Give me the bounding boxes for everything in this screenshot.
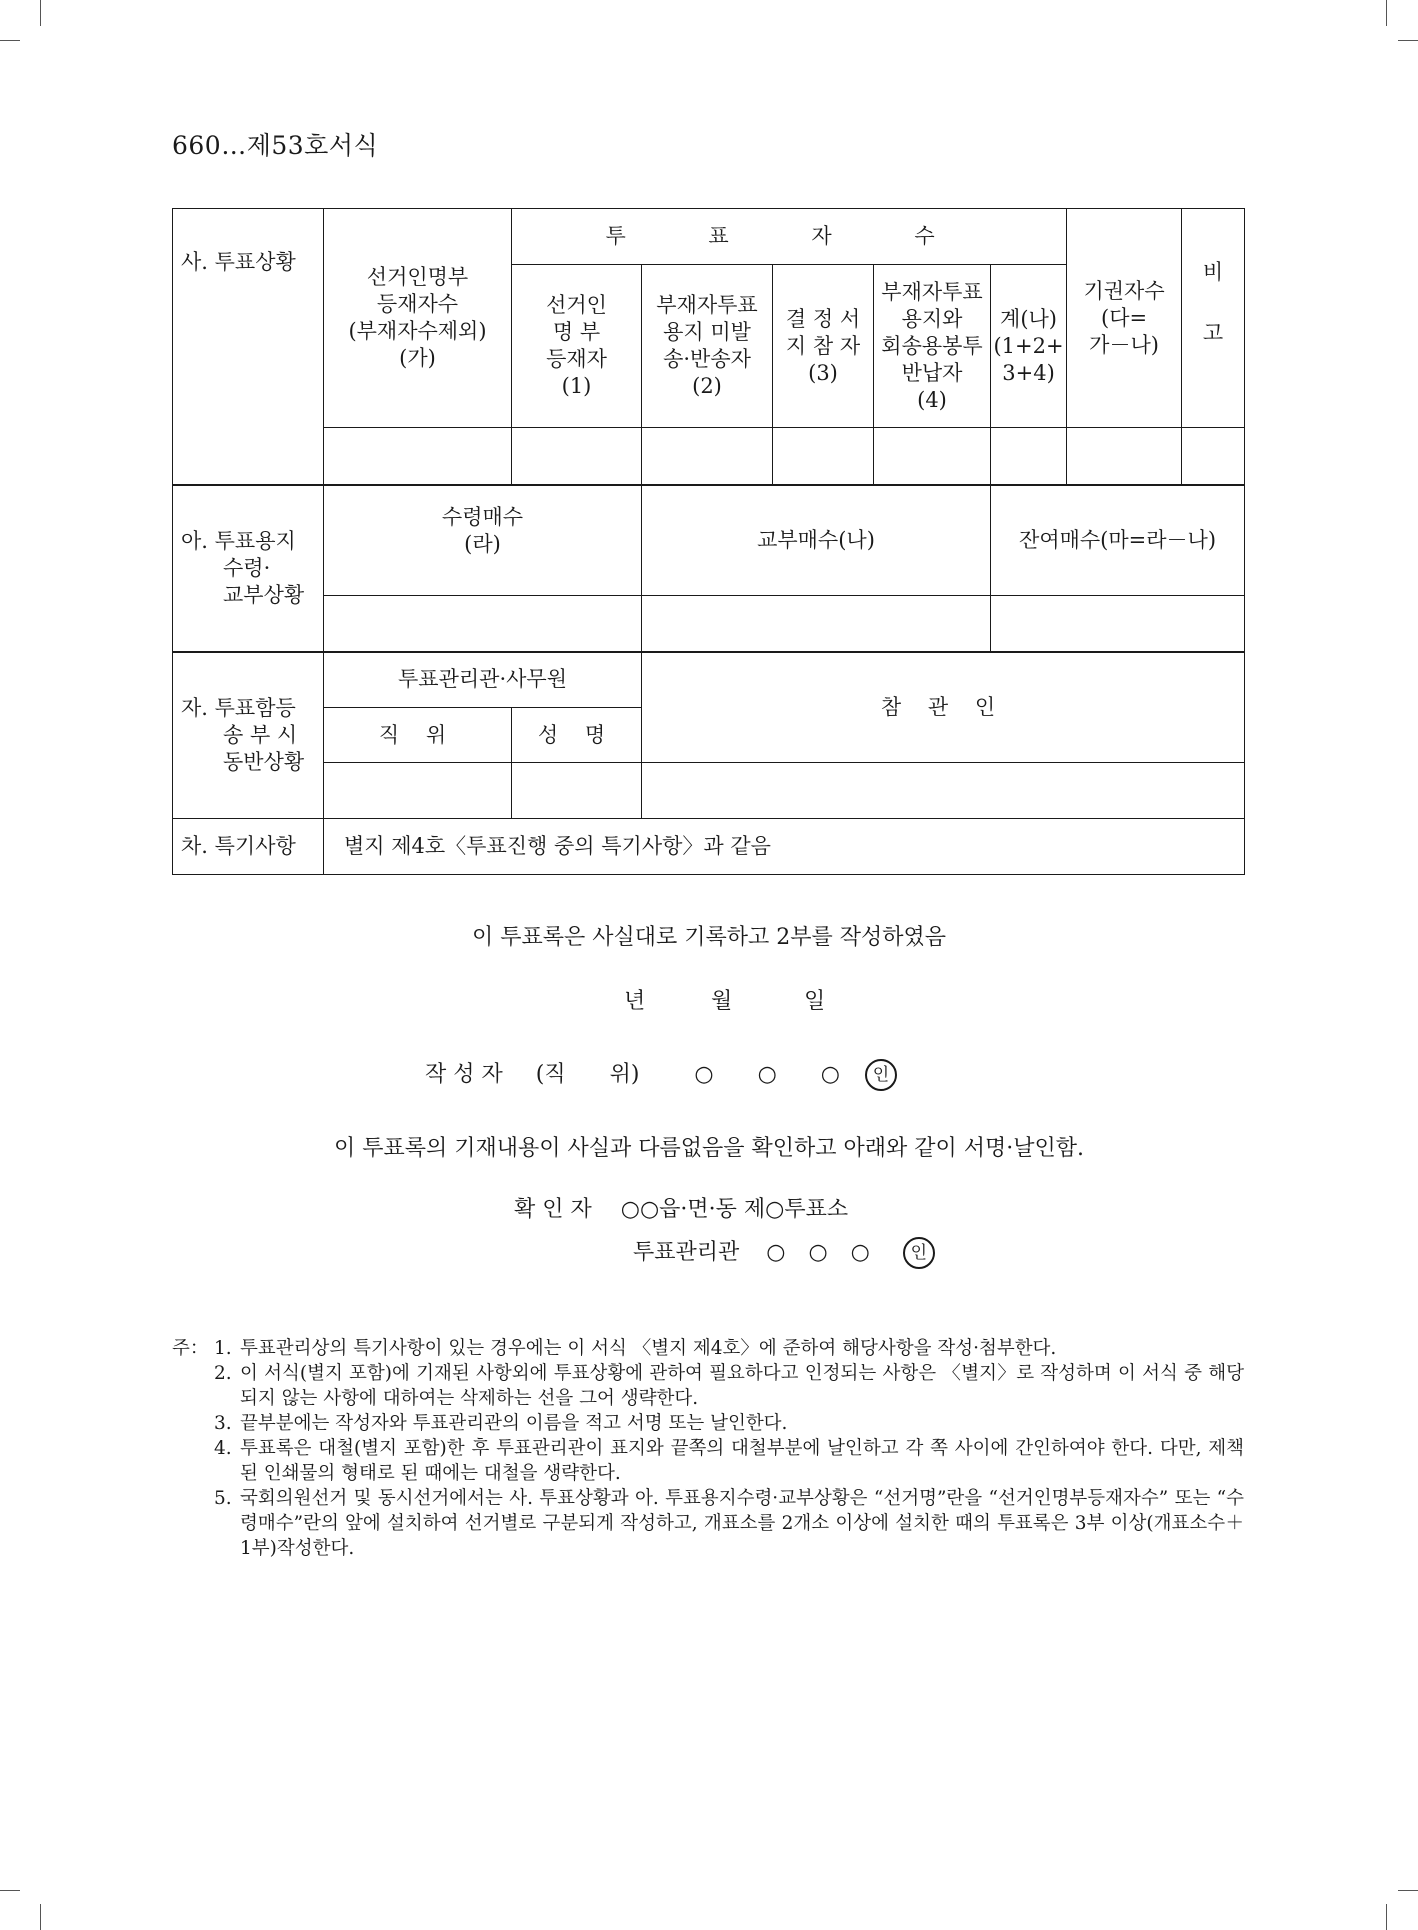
note-item: 주： 1. 투표관리상의 특기사항이 있는 경우에는 이 서식 〈별지 제4호〉에 준하여 해당사항을 작성·첨부한다. — [172, 1338, 1057, 1359]
page-header: 660…제53호서식 — [172, 131, 379, 160]
date-year: 년 — [624, 989, 646, 1014]
entry-cell[interactable] — [324, 763, 512, 819]
author-position: (직 위) — [535, 1062, 640, 1087]
voting-record-table — [172, 208, 1245, 875]
crop-mark — [1386, 0, 1387, 26]
author-line — [0, 1057, 1370, 1091]
crop-mark — [40, 1904, 41, 1930]
entry-cell[interactable] — [324, 596, 642, 652]
abstain-header: 기권자수 (다= 가－나) — [1067, 209, 1182, 428]
col-absentee-unsent: 부재자투표 용지 미발 송·반송자 (2) — [642, 265, 773, 428]
section-ballot-box-escort: 자. 투표함등 송 부 시 동반상황 — [173, 652, 324, 819]
note-item: 4. 투표록은 대철(별지 포함)한 후 투표관리관이 표지와 끝쪽의 대철부분에 날인하고 각 쪽 사이에 간인하여야 한다. 다만, 제책된 인쇄물의 형태로 된 때에는 대철을 생략한다. — [214, 1438, 1244, 1484]
col-decision-holders: 결 정 서 지 참 자 (3) — [773, 265, 874, 428]
entry-cell[interactable] — [991, 428, 1067, 485]
date-line — [0, 984, 1418, 1015]
position-header: 직 위 — [324, 708, 512, 763]
section-ballot-receipt: 아. 투표용지 수령· 교부상황 — [173, 485, 324, 652]
entry-cell[interactable] — [1182, 428, 1245, 485]
statement-confirm: 이 투표록의 기재내용이 사실과 다름없음을 확인하고 아래와 같이 서명·날인함. — [334, 1136, 1084, 1161]
section-voting-status: 사. 투표상황 — [173, 209, 324, 485]
remark-header: 비 고 — [1182, 209, 1245, 428]
crop-mark — [0, 1890, 20, 1891]
observer-header: 참 관 인 — [642, 652, 1245, 763]
crop-mark — [1398, 40, 1418, 41]
crop-mark — [1398, 1890, 1418, 1891]
entry-cell[interactable] — [512, 763, 642, 819]
entry-cell[interactable] — [642, 596, 991, 652]
crop-mark — [1386, 1904, 1387, 1930]
col-registered-voters: 선거인 명 부 등재자 (1) — [512, 265, 642, 428]
author-label: 작 성 자 — [424, 1062, 503, 1087]
notes-lead: 주： — [172, 1338, 209, 1359]
voters-count-header: 투 표 자 수 — [512, 209, 1067, 265]
seal-icon: 인 — [865, 1059, 897, 1091]
issued-count-header: 교부매수(나) — [642, 485, 991, 596]
author-marks: ○ ○ ○ — [694, 1062, 840, 1087]
manager-line — [633, 1235, 935, 1269]
manager-marks: ○ ○ ○ — [766, 1240, 878, 1265]
staff-header: 투표관리관·사무원 — [324, 652, 642, 708]
entry-cell[interactable] — [874, 428, 991, 485]
confirm-station: ○○읍·면·동 제○투표소 — [620, 1197, 849, 1222]
date-month: 월 — [711, 989, 733, 1014]
entry-cell[interactable] — [773, 428, 874, 485]
entry-cell[interactable] — [1067, 428, 1182, 485]
note-item: 5. 국회의원선거 및 동시선거에서는 사. 투표상황과 아. 투표용지수령·교부상황은 “선거명”란을 “선거인명부등재자수” 또는 “수령매수”란의 앞에 설치하여 선거별로 구분되게 작성하고, 개표소를 2개소 이상에 설치한 때의 투표록은 3부 이상(개표소수＋1부)작성한다. — [214, 1488, 1244, 1559]
received-count-header: 수령매수 (라) — [324, 485, 642, 596]
col-total: 계(나) (1+2+ 3+4) — [991, 265, 1067, 428]
entry-cell[interactable] — [642, 428, 773, 485]
crop-mark — [40, 0, 41, 26]
statement-record: 이 투표록은 사실대로 기록하고 2부를 작성하였음 — [471, 925, 946, 950]
crop-mark — [0, 40, 20, 41]
date-day: 일 — [804, 989, 826, 1014]
registered-voters-header: 선거인명부 등재자수 (부재자수제외) (가) — [324, 209, 512, 428]
notes — [172, 1336, 1244, 1561]
seal-icon: 인 — [903, 1237, 935, 1269]
entry-cell[interactable] — [512, 428, 642, 485]
entry-cell[interactable] — [991, 596, 1245, 652]
manager-label: 투표관리관 — [633, 1240, 740, 1265]
section-special-notes: 차. 특기사항 — [173, 819, 324, 875]
entry-cell[interactable] — [324, 428, 512, 485]
remaining-count-header: 잔여매수(마=라－나) — [991, 485, 1245, 596]
name-header: 성 명 — [512, 708, 642, 763]
confirm-label: 확 인 자 — [514, 1197, 592, 1222]
special-notes-content: 별지 제4호〈투표진행 중의 특기사항〉과 같음 — [324, 819, 1245, 875]
col-absentee-returned: 부재자투표 용지와 회송용봉투 반납자 (4) — [874, 265, 991, 428]
note-item: 2. 이 서식(별지 포함)에 기재된 사항외에 투표상황에 관하여 필요하다고 인정되는 사항은 〈별지〉로 작성하며 이 서식 중 해당되지 않는 사항에 대하여는 삭제하는 선을 그어 생략한다. — [214, 1363, 1244, 1409]
entry-cell[interactable] — [642, 763, 1245, 819]
note-item: 3. 끝부분에는 작성자와 투표관리관의 이름을 적고 서명 또는 날인한다. — [214, 1413, 788, 1434]
confirm-line — [514, 1192, 848, 1223]
